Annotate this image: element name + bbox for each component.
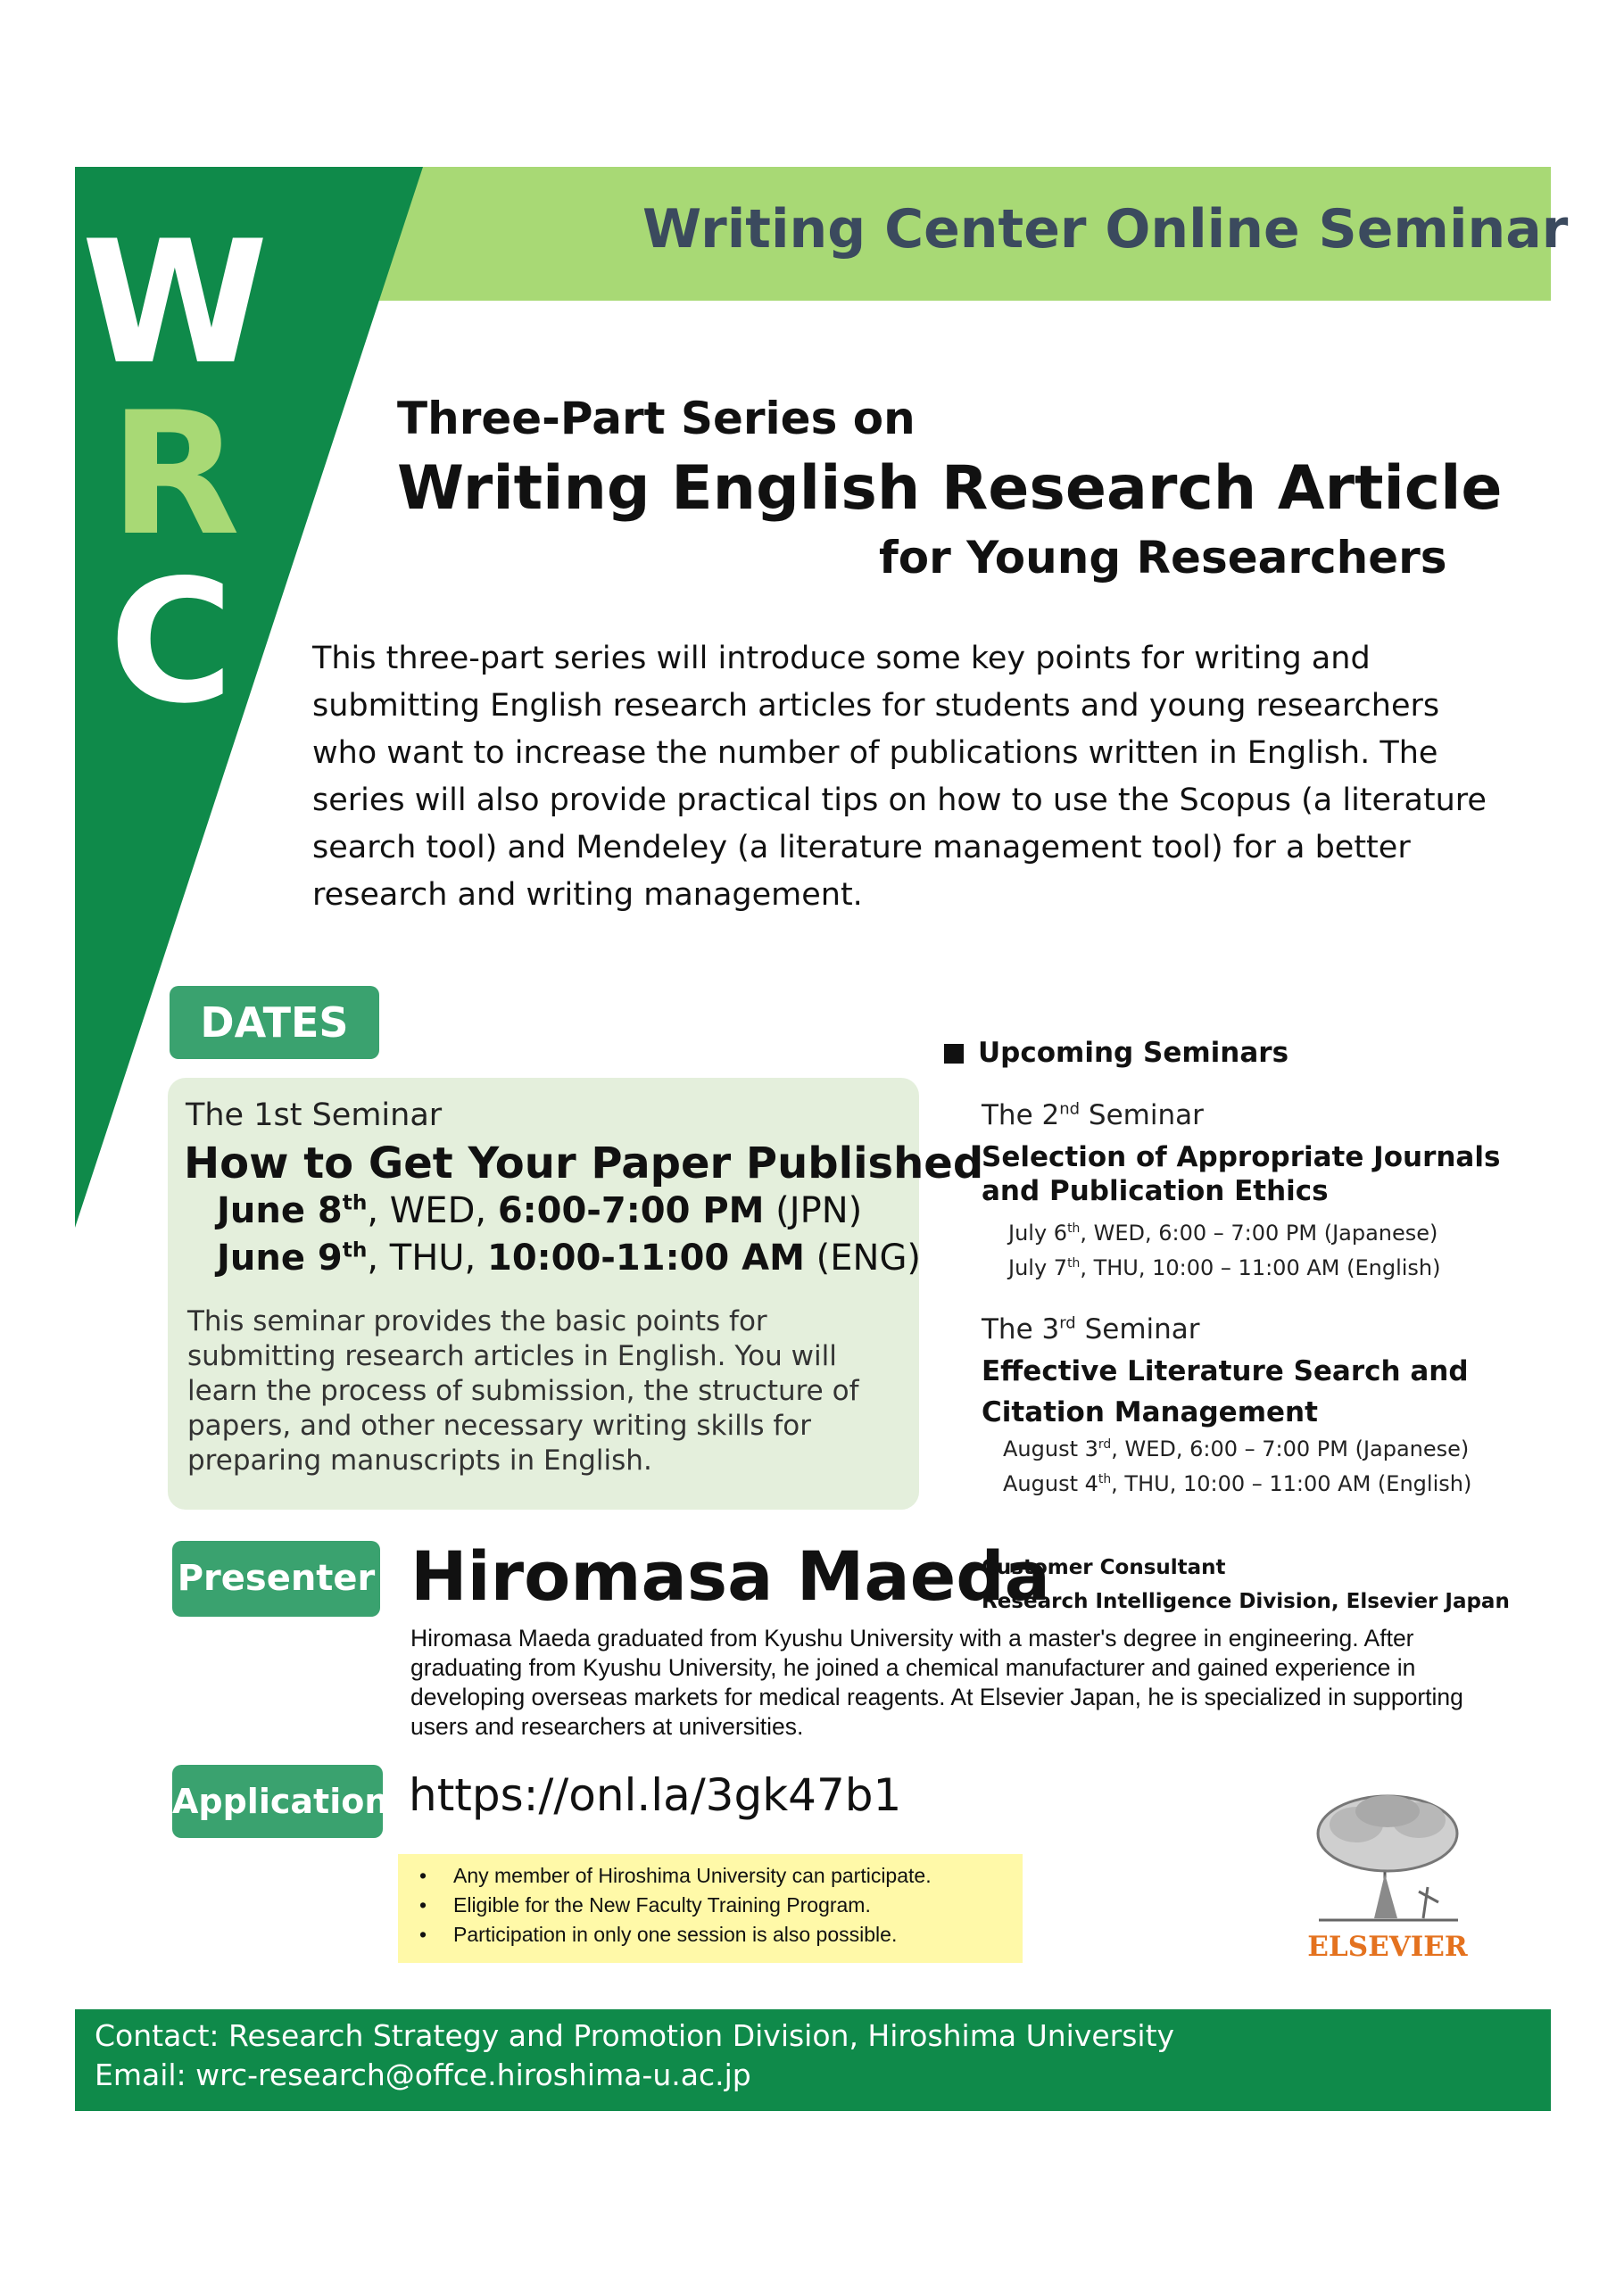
- date-day: June 8: [217, 1190, 343, 1231]
- presenter-name: Hiromasa Maeda: [410, 1536, 1050, 1616]
- presenter-bio: Hiromasa Maeda graduated from Kyushu University with a master's degree in engineering. After graduating from Kyushu University, he joined a chemical manufacturer and gained experience in developing overseas markets for medical reagents. At Elsevier Japan, he is specialized in supporting users and researchers at universities.: [410, 1625, 1463, 1740]
- series-subtitle-bottom: for Young Researchers: [879, 532, 1447, 584]
- bullet-icon: •: [419, 1864, 427, 1887]
- third-seminar-date-japanese: August 3rd, WED, 6:00 – 7:00 PM (Japanese): [1003, 1436, 1470, 1461]
- date-ordinal: th: [342, 1190, 368, 1215]
- second-seminar-label: The 2nd Seminar: [982, 1099, 1204, 1131]
- date-time: 10:00-11:00 AM: [486, 1238, 805, 1279]
- date-language: (JPN): [764, 1190, 863, 1231]
- bullet-icon: •: [419, 1923, 427, 1946]
- list-item: • Any member of Hiroshima University can participate.: [419, 1861, 932, 1891]
- intro-paragraph: This three-part series will introduce some key points for writing and submitting English research articles for students and young researchers who want to increase the number of publications written in English. The series will also provide practical tips on how to use the Scopus (a literature search tool) and Mendeley (a literature management tool) for a better research and writing management.: [312, 641, 1487, 913]
- presenter-role-title: Customer Consultant: [982, 1556, 1226, 1579]
- first-seminar-date-eng: [217, 1238, 921, 1279]
- date-day: June 9: [217, 1238, 343, 1279]
- elsevier-tree-logo: [1312, 1795, 1463, 1929]
- second-seminar-date-english: July 7th, THU, 10:00 – 11:00 AM (English): [1008, 1255, 1441, 1280]
- wrc-logo-letter-c: C: [109, 543, 234, 741]
- date-time: 6:00-7:00 PM: [497, 1190, 765, 1231]
- second-seminar-date-japanese: July 6th, WED, 6:00 – 7:00 PM (Japanese): [1008, 1221, 1438, 1246]
- list-item: • Eligible for the New Faculty Training Program.: [419, 1891, 932, 1920]
- date-weekday: , THU,: [367, 1238, 487, 1279]
- third-seminar-title-line2: Citation Management: [982, 1396, 1318, 1428]
- upcoming-seminars-heading: [944, 1037, 1288, 1069]
- first-seminar-title: How to Get Your Paper Published: [184, 1138, 984, 1188]
- presenter-role-division: Research Intelligence Division, Elsevier Japan: [982, 1590, 1510, 1613]
- date-ordinal: th: [342, 1238, 368, 1263]
- application-badge: Application: [172, 1765, 383, 1838]
- date-weekday: , WED,: [367, 1190, 498, 1231]
- bullet-icon: •: [419, 1893, 427, 1917]
- first-seminar-label: The 1st Seminar: [186, 1097, 443, 1133]
- wrc-logo-letter-r: R: [109, 376, 241, 573]
- square-bullet-icon: [944, 1044, 964, 1064]
- series-subtitle-top: Three-Part Series on: [397, 393, 916, 444]
- series-main-title: Writing English Research Article: [397, 453, 1503, 524]
- presenter-role: [982, 1551, 1510, 1619]
- second-seminar-title: Selection of Appropriate Journals and Publication Ethics: [982, 1141, 1501, 1207]
- footer-contact: Contact: Research Strategy and Promotion Division, Hiroshima University: [95, 2018, 1175, 2053]
- first-seminar-description: This seminar provides the basic points for submitting research articles in English. You will learn the process of submission, the structure of papers, and other necessary writing skills for preparing manuscripts in English.: [187, 1305, 859, 1477]
- upcoming-heading-text: Upcoming Seminars: [978, 1037, 1289, 1069]
- wrc-logo-letter-w: W: [81, 204, 269, 402]
- elsevier-wordmark: ELSEVIER: [1307, 1931, 1468, 1963]
- notes-list: [419, 1861, 932, 1950]
- first-seminar-date-jpn: [217, 1190, 862, 1231]
- footer-email[interactable]: Email: wrc-research@offce.hiroshima-u.ac.jp: [95, 2057, 751, 2092]
- list-item: • Participation in only one session is also possible.: [419, 1920, 932, 1950]
- date-language: (ENG): [804, 1238, 922, 1279]
- application-url-link[interactable]: https://onl.la/3gk47b1: [409, 1769, 902, 1821]
- third-seminar-title-line1: Effective Literature Search and: [982, 1355, 1469, 1387]
- presenter-badge: Presenter: [172, 1541, 380, 1617]
- third-seminar-date-english: August 4th, THU, 10:00 – 11:00 AM (English): [1003, 1471, 1472, 1496]
- header-title: Writing Center Online Seminar: [642, 198, 1569, 261]
- dates-badge: DATES: [170, 986, 379, 1059]
- third-seminar-label: The 3rd Seminar: [982, 1313, 1200, 1345]
